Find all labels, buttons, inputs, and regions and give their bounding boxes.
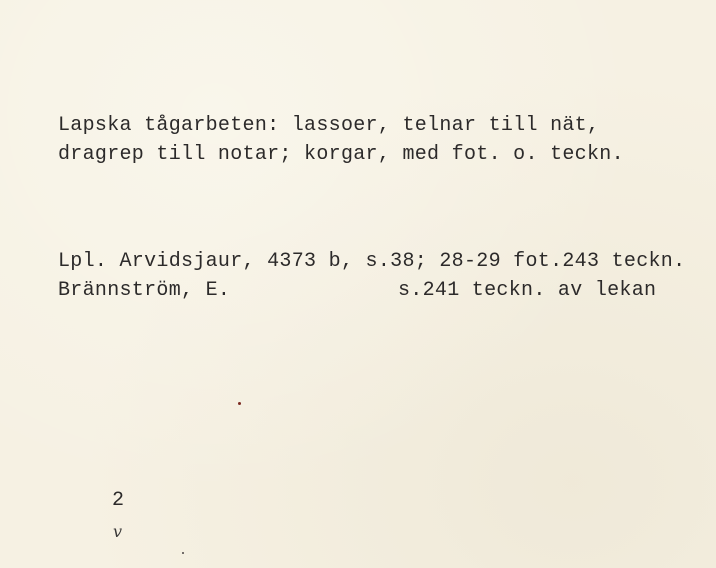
subject-line-2: dragrep till notar; korgar, med fot. o. teckn. [58, 143, 624, 166]
subject-line-1: Lapska tågarbeten: lassoer, telnar till nät, [58, 114, 600, 137]
card-number: 2 [112, 489, 125, 512]
author-name: Brännström, E. [58, 279, 231, 302]
ink-speck [238, 402, 241, 405]
ink-speck [182, 552, 184, 554]
reference-line: Lpl. Arvidsjaur, 4373 b, s.38; 28-29 fot.243 teckn. [58, 250, 686, 273]
page-reference: s.241 teckn. av lekan [398, 279, 657, 302]
handwritten-mark: v [113, 522, 123, 541]
